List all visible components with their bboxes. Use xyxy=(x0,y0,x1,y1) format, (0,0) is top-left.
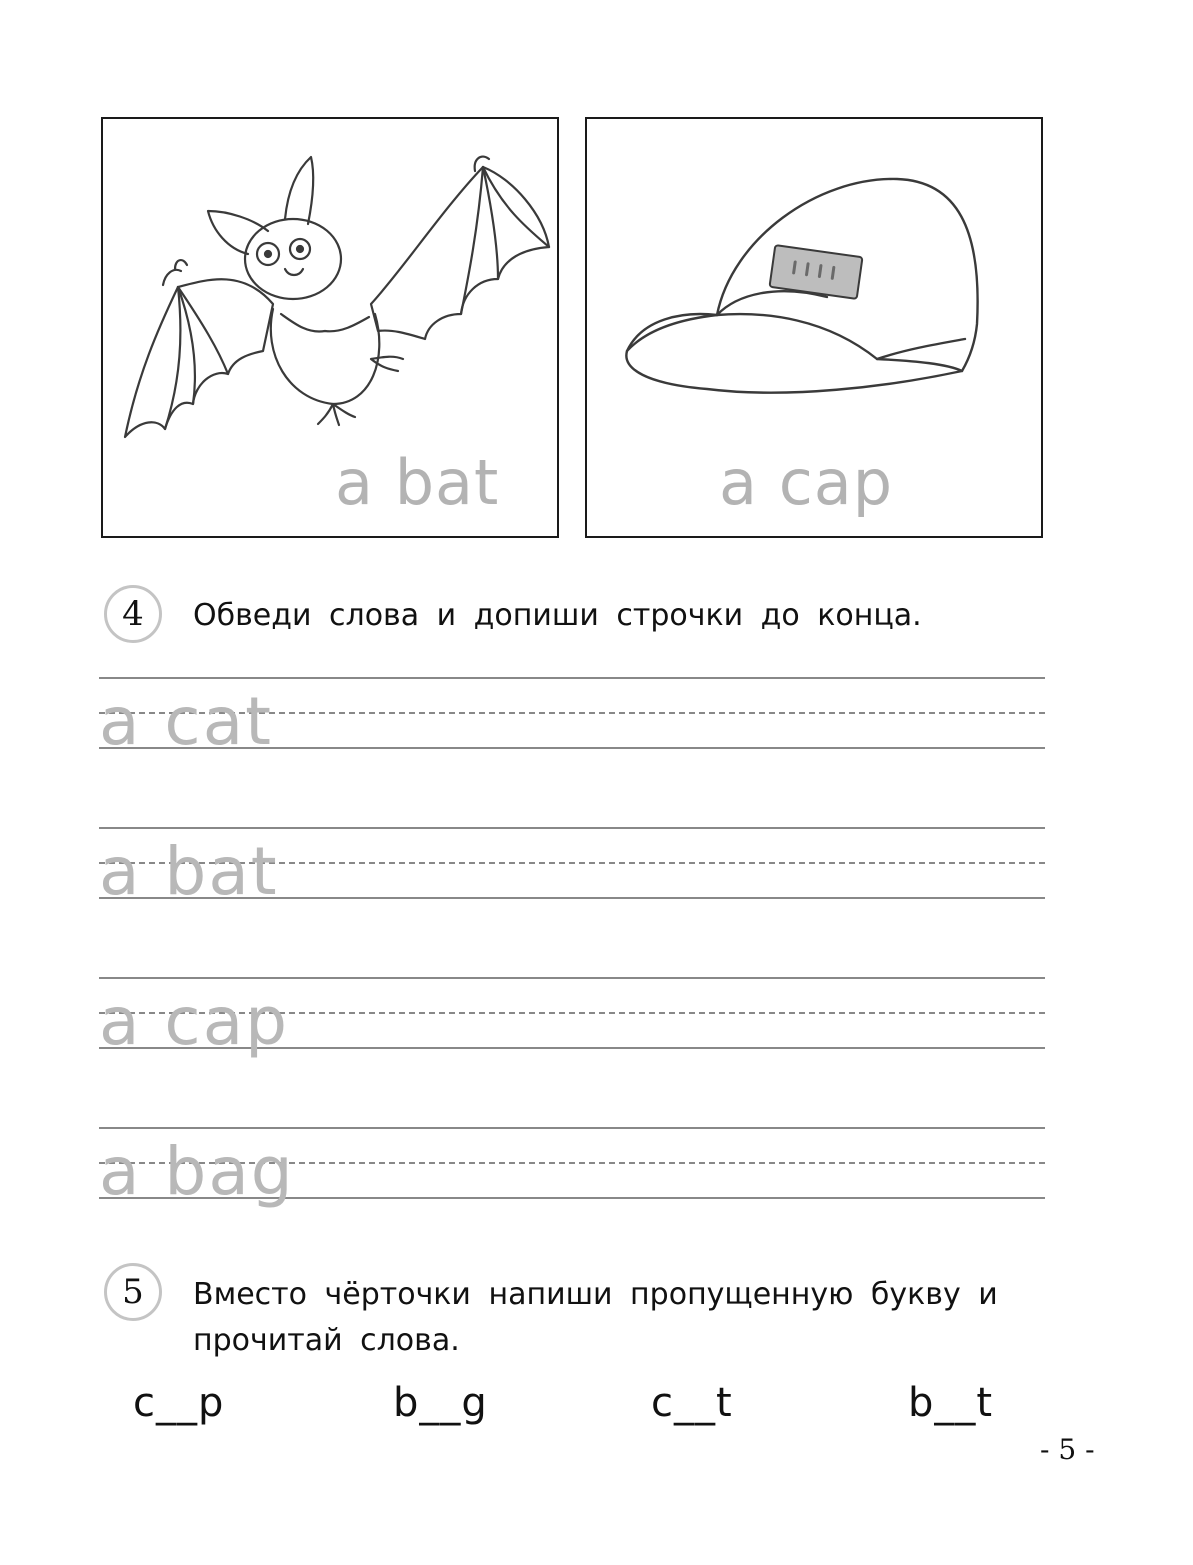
task-5-number: 5 xyxy=(104,1263,162,1321)
top-rule xyxy=(99,677,1045,679)
writing-row[interactable] xyxy=(99,1127,1045,1210)
task-5-instruction-line1: Вместо чёрточки напиши пропущенную букву и xyxy=(193,1277,998,1312)
writing-row[interactable] xyxy=(99,827,1045,910)
bat-picture-box xyxy=(101,117,559,538)
trace-word: a cat xyxy=(99,683,274,760)
gap-word[interactable]: c__t xyxy=(651,1380,733,1426)
task-4-number: 4 xyxy=(104,585,162,643)
trace-word: a bag xyxy=(99,1133,295,1210)
gap-word[interactable]: b__g xyxy=(393,1380,488,1426)
writing-row[interactable] xyxy=(99,977,1045,1060)
gap-word[interactable]: c__p xyxy=(133,1380,225,1426)
top-rule xyxy=(99,827,1045,829)
bat-label: a bat xyxy=(335,446,500,519)
top-rule xyxy=(99,977,1045,979)
task-5-instruction-line2: прочитай слова. xyxy=(193,1323,460,1358)
cap-picture-box xyxy=(585,117,1043,538)
trace-word: a cap xyxy=(99,983,290,1060)
cap-label: a cap xyxy=(719,446,894,519)
task-4-instruction: Обведи слова и допиши строчки до конца. xyxy=(193,598,922,633)
gap-word[interactable]: b__t xyxy=(908,1380,994,1426)
trace-word: a bat xyxy=(99,833,279,910)
page-number: - 5 - xyxy=(1040,1433,1095,1466)
writing-row[interactable] xyxy=(99,677,1045,760)
top-rule xyxy=(99,1127,1045,1129)
